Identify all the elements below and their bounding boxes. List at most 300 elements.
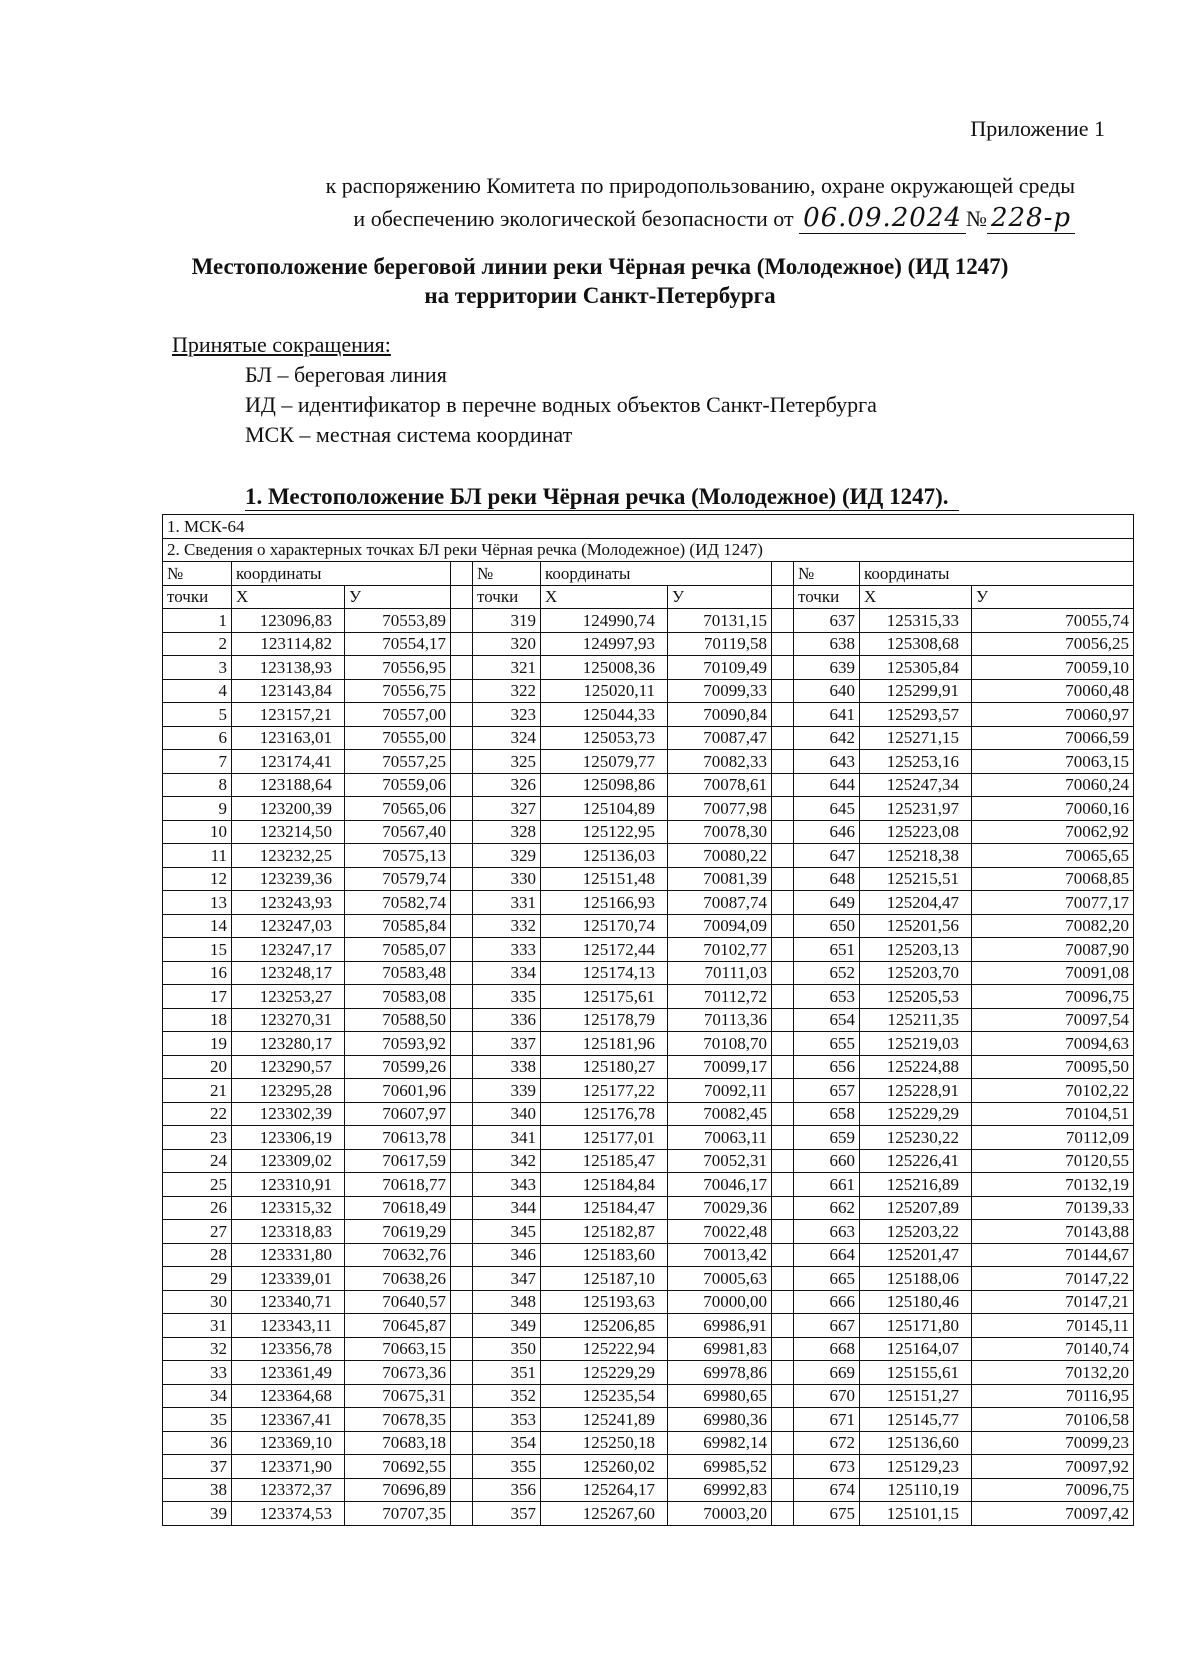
y-coordinate-cell: 70632,76 — [345, 1243, 451, 1267]
y-coordinate-cell: 70097,42 — [972, 1502, 1134, 1526]
y-coordinate-cell: 70005,63 — [668, 1267, 772, 1291]
column-gap — [772, 773, 794, 797]
point-number-cell: 331 — [473, 891, 541, 915]
column-gap — [451, 1337, 473, 1361]
point-number-cell: 29 — [163, 1267, 232, 1291]
table-row — [163, 750, 1134, 774]
y-coordinate-cell: 70090,84 — [668, 703, 772, 727]
table-row — [163, 726, 1134, 750]
y-coordinate-cell: 70099,33 — [668, 679, 772, 703]
point-number-cell: 10 — [163, 820, 232, 844]
abbreviation-item: БЛ – береговая линия — [245, 362, 447, 387]
header-point: точки — [794, 585, 860, 609]
y-coordinate-cell: 70109,49 — [668, 656, 772, 680]
x-coordinate-cell: 123188,64 — [232, 773, 345, 797]
point-number-cell: 327 — [473, 797, 541, 821]
x-coordinate-cell: 125253,16 — [860, 750, 972, 774]
x-coordinate-cell: 123138,93 — [232, 656, 345, 680]
point-number-cell: 33 — [163, 1361, 232, 1385]
x-coordinate-cell: 123163,01 — [232, 726, 345, 750]
column-gap — [772, 609, 794, 633]
y-coordinate-cell: 70556,75 — [345, 679, 451, 703]
y-coordinate-cell: 70696,89 — [345, 1478, 451, 1502]
header-coordinates: координаты — [541, 562, 772, 586]
table-row — [163, 867, 1134, 891]
x-coordinate-cell: 125184,47 — [541, 1196, 668, 1220]
table-caption: 2. Сведения о характерных точках БЛ реки Чёрная речка (Молодежное) (ИД 1247) — [163, 538, 1134, 562]
point-number-cell: 673 — [794, 1455, 860, 1479]
point-number-cell: 674 — [794, 1478, 860, 1502]
x-coordinate-cell: 125110,19 — [860, 1478, 972, 1502]
x-coordinate-cell: 123331,80 — [232, 1243, 345, 1267]
point-number-cell: 326 — [473, 773, 541, 797]
x-coordinate-cell: 125098,86 — [541, 773, 668, 797]
table-row — [163, 1478, 1134, 1502]
table-row — [163, 1173, 1134, 1197]
x-coordinate-cell: 123232,25 — [232, 844, 345, 868]
header-x: Х — [541, 585, 668, 609]
y-coordinate-cell: 70063,11 — [668, 1126, 772, 1150]
point-number-cell: 663 — [794, 1220, 860, 1244]
table-row — [163, 703, 1134, 727]
x-coordinate-cell: 125166,93 — [541, 891, 668, 915]
table-row — [163, 1220, 1134, 1244]
x-coordinate-cell: 125271,15 — [860, 726, 972, 750]
y-coordinate-cell: 70618,77 — [345, 1173, 451, 1197]
x-coordinate-cell: 125044,33 — [541, 703, 668, 727]
y-coordinate-cell: 70060,97 — [972, 703, 1134, 727]
y-coordinate-cell: 70082,33 — [668, 750, 772, 774]
point-number-cell: 2 — [163, 632, 232, 656]
y-coordinate-cell: 70062,92 — [972, 820, 1134, 844]
y-coordinate-cell: 70638,26 — [345, 1267, 451, 1291]
point-number-cell: 643 — [794, 750, 860, 774]
point-number-cell: 35 — [163, 1408, 232, 1432]
x-coordinate-cell: 123356,78 — [232, 1337, 345, 1361]
y-coordinate-cell: 70132,20 — [972, 1361, 1134, 1385]
order-line-2 — [326, 202, 1075, 235]
x-coordinate-cell: 125187,10 — [541, 1267, 668, 1291]
x-coordinate-cell: 123343,11 — [232, 1314, 345, 1338]
table-row — [163, 1384, 1134, 1408]
table-row — [163, 820, 1134, 844]
point-number-cell: 352 — [473, 1384, 541, 1408]
table-row — [163, 1008, 1134, 1032]
column-gap — [451, 1314, 473, 1338]
column-gap — [772, 1455, 794, 1479]
point-number-cell: 357 — [473, 1502, 541, 1526]
point-number-cell: 644 — [794, 773, 860, 797]
coordinates-table-body — [163, 515, 1134, 1526]
table-row — [163, 1290, 1134, 1314]
column-gap — [451, 1502, 473, 1526]
x-coordinate-cell: 125136,60 — [860, 1431, 972, 1455]
abbreviation-item: МСК – местная система координат — [245, 422, 573, 447]
x-coordinate-cell: 124990,74 — [541, 609, 668, 633]
x-coordinate-cell: 125222,94 — [541, 1337, 668, 1361]
header-y: У — [668, 585, 772, 609]
column-gap — [772, 1502, 794, 1526]
x-coordinate-cell: 125101,15 — [860, 1502, 972, 1526]
column-gap — [772, 891, 794, 915]
column-gap — [451, 1173, 473, 1197]
y-coordinate-cell: 70583,48 — [345, 961, 451, 985]
x-coordinate-cell: 123361,49 — [232, 1361, 345, 1385]
x-coordinate-cell: 125218,38 — [860, 844, 972, 868]
column-gap — [772, 797, 794, 821]
column-gap — [772, 1008, 794, 1032]
y-coordinate-cell: 70645,87 — [345, 1314, 451, 1338]
header-coordinates: координаты — [232, 562, 451, 586]
y-coordinate-cell: 70094,63 — [972, 1032, 1134, 1056]
table-row — [163, 1055, 1134, 1079]
y-coordinate-cell: 70055,74 — [972, 609, 1134, 633]
table-row — [163, 1102, 1134, 1126]
y-coordinate-cell: 70555,00 — [345, 726, 451, 750]
header-x: Х — [232, 585, 345, 609]
point-number-cell: 1 — [163, 609, 232, 633]
x-coordinate-cell: 125229,29 — [541, 1361, 668, 1385]
point-number-cell: 355 — [473, 1455, 541, 1479]
point-number-cell: 659 — [794, 1126, 860, 1150]
table-row — [163, 1243, 1134, 1267]
point-number-cell: 641 — [794, 703, 860, 727]
x-coordinate-cell: 125229,29 — [860, 1102, 972, 1126]
table-row — [163, 914, 1134, 938]
y-coordinate-cell: 70140,74 — [972, 1337, 1134, 1361]
x-coordinate-cell: 125204,47 — [860, 891, 972, 915]
y-coordinate-cell: 70593,92 — [345, 1032, 451, 1056]
point-number-cell: 329 — [473, 844, 541, 868]
y-coordinate-cell: 70147,21 — [972, 1290, 1134, 1314]
column-gap — [451, 891, 473, 915]
column-gap — [451, 1431, 473, 1455]
y-coordinate-cell: 70091,08 — [972, 961, 1134, 985]
section-title: 1. Местоположение БЛ реки Чёрная речка (Молодежное) (ИД 1247). — [245, 484, 959, 511]
x-coordinate-cell: 125185,47 — [541, 1149, 668, 1173]
point-number-cell: 671 — [794, 1408, 860, 1432]
point-number-cell: 346 — [473, 1243, 541, 1267]
point-number-cell: 637 — [794, 609, 860, 633]
point-number-cell: 27 — [163, 1220, 232, 1244]
y-coordinate-cell: 70092,11 — [668, 1079, 772, 1103]
column-gap — [772, 632, 794, 656]
column-gap — [772, 703, 794, 727]
y-coordinate-cell: 70116,95 — [972, 1384, 1134, 1408]
point-number-cell: 339 — [473, 1079, 541, 1103]
point-number-cell: 322 — [473, 679, 541, 703]
y-coordinate-cell: 70585,84 — [345, 914, 451, 938]
point-number-cell: 5 — [163, 703, 232, 727]
header-x: Х — [860, 585, 972, 609]
x-coordinate-cell: 125177,22 — [541, 1079, 668, 1103]
x-coordinate-cell: 125247,34 — [860, 773, 972, 797]
column-gap — [772, 1243, 794, 1267]
table-row-caption — [163, 538, 1134, 562]
column-gap — [772, 1055, 794, 1079]
header-no: № — [794, 562, 860, 586]
table-row — [163, 797, 1134, 821]
point-number-cell: 660 — [794, 1149, 860, 1173]
point-number-cell: 39 — [163, 1502, 232, 1526]
x-coordinate-cell: 125145,77 — [860, 1408, 972, 1432]
y-coordinate-cell: 70060,48 — [972, 679, 1134, 703]
x-coordinate-cell: 125170,74 — [541, 914, 668, 938]
order-reference — [326, 170, 1075, 235]
y-coordinate-cell: 70104,51 — [972, 1102, 1134, 1126]
x-coordinate-cell: 125020,11 — [541, 679, 668, 703]
y-coordinate-cell: 70707,35 — [345, 1502, 451, 1526]
x-coordinate-cell: 125224,88 — [860, 1055, 972, 1079]
point-number-cell: 323 — [473, 703, 541, 727]
column-gap — [451, 750, 473, 774]
point-number-cell: 25 — [163, 1173, 232, 1197]
y-coordinate-cell: 70060,16 — [972, 797, 1134, 821]
table-row — [163, 1196, 1134, 1220]
column-gap — [772, 656, 794, 680]
y-coordinate-cell: 69992,83 — [668, 1478, 772, 1502]
point-number-cell: 349 — [473, 1314, 541, 1338]
column-gap — [772, 1196, 794, 1220]
y-coordinate-cell: 70601,96 — [345, 1079, 451, 1103]
point-number-cell: 30 — [163, 1290, 232, 1314]
column-gap — [772, 1337, 794, 1361]
table-row — [163, 961, 1134, 985]
point-number-cell: 19 — [163, 1032, 232, 1056]
y-coordinate-cell: 70119,58 — [668, 632, 772, 656]
y-coordinate-cell: 70132,19 — [972, 1173, 1134, 1197]
y-coordinate-cell: 70077,98 — [668, 797, 772, 821]
y-coordinate-cell: 70106,58 — [972, 1408, 1134, 1432]
point-number-cell: 655 — [794, 1032, 860, 1056]
x-coordinate-cell: 123372,37 — [232, 1478, 345, 1502]
y-coordinate-cell: 70113,36 — [668, 1008, 772, 1032]
column-gap — [772, 1314, 794, 1338]
x-coordinate-cell: 125305,84 — [860, 656, 972, 680]
column-gap — [772, 1290, 794, 1314]
x-coordinate-cell: 125171,80 — [860, 1314, 972, 1338]
point-number-cell: 354 — [473, 1431, 541, 1455]
order-line-2-prefix: и обеспечению экологической безопасности от — [353, 206, 794, 231]
point-number-cell: 22 — [163, 1102, 232, 1126]
point-number-cell: 650 — [794, 914, 860, 938]
y-coordinate-cell: 70557,25 — [345, 750, 451, 774]
x-coordinate-cell: 125228,91 — [860, 1079, 972, 1103]
table-header-row-1 — [163, 562, 1134, 586]
column-gap — [772, 914, 794, 938]
header-y: У — [972, 585, 1134, 609]
point-number-cell: 13 — [163, 891, 232, 915]
y-coordinate-cell: 70056,25 — [972, 632, 1134, 656]
x-coordinate-cell: 125136,03 — [541, 844, 668, 868]
x-coordinate-cell: 123369,10 — [232, 1431, 345, 1455]
x-coordinate-cell: 125008,36 — [541, 656, 668, 680]
y-coordinate-cell: 70120,55 — [972, 1149, 1134, 1173]
point-number-cell: 347 — [473, 1267, 541, 1291]
point-number-cell: 661 — [794, 1173, 860, 1197]
point-number-cell: 34 — [163, 1384, 232, 1408]
table-row — [163, 1149, 1134, 1173]
point-number-cell: 665 — [794, 1267, 860, 1291]
column-gap — [451, 656, 473, 680]
order-line-1: к распоряжению Комитета по природопользованию, охране окружающей среды — [325, 173, 1075, 198]
y-coordinate-cell: 70143,88 — [972, 1220, 1134, 1244]
table-row — [163, 891, 1134, 915]
x-coordinate-cell: 123253,27 — [232, 985, 345, 1009]
point-number-cell: 336 — [473, 1008, 541, 1032]
y-coordinate-cell: 70000,00 — [668, 1290, 772, 1314]
table-row — [163, 1314, 1134, 1338]
point-number-cell: 4 — [163, 679, 232, 703]
x-coordinate-cell: 125219,03 — [860, 1032, 972, 1056]
point-number-cell: 37 — [163, 1455, 232, 1479]
table-row — [163, 656, 1134, 680]
y-coordinate-cell: 70613,78 — [345, 1126, 451, 1150]
y-coordinate-cell: 70052,31 — [668, 1149, 772, 1173]
point-number-cell: 332 — [473, 914, 541, 938]
x-coordinate-cell: 125182,87 — [541, 1220, 668, 1244]
x-coordinate-cell: 125215,51 — [860, 867, 972, 891]
column-gap — [772, 1173, 794, 1197]
point-number-cell: 16 — [163, 961, 232, 985]
point-number-cell: 337 — [473, 1032, 541, 1056]
y-coordinate-cell: 70145,11 — [972, 1314, 1134, 1338]
point-number-cell: 652 — [794, 961, 860, 985]
x-coordinate-cell: 123243,93 — [232, 891, 345, 915]
x-coordinate-cell: 125177,01 — [541, 1126, 668, 1150]
y-coordinate-cell: 70599,26 — [345, 1055, 451, 1079]
x-coordinate-cell: 125205,53 — [860, 985, 972, 1009]
point-number-cell: 321 — [473, 656, 541, 680]
y-coordinate-cell: 70147,22 — [972, 1267, 1134, 1291]
y-coordinate-cell: 70640,57 — [345, 1290, 451, 1314]
y-coordinate-cell: 70607,97 — [345, 1102, 451, 1126]
x-coordinate-cell: 125299,91 — [860, 679, 972, 703]
table-row — [163, 679, 1134, 703]
x-coordinate-cell: 123295,28 — [232, 1079, 345, 1103]
y-coordinate-cell: 70099,23 — [972, 1431, 1134, 1455]
y-coordinate-cell: 70068,85 — [972, 867, 1134, 891]
table-row-system — [163, 515, 1134, 539]
point-number-cell: 7 — [163, 750, 232, 774]
column-gap — [451, 820, 473, 844]
y-coordinate-cell: 69980,65 — [668, 1384, 772, 1408]
x-coordinate-cell: 125241,89 — [541, 1408, 668, 1432]
y-coordinate-cell: 70112,72 — [668, 985, 772, 1009]
x-coordinate-cell: 125172,44 — [541, 938, 668, 962]
y-coordinate-cell: 70618,49 — [345, 1196, 451, 1220]
header-coordinates: координаты — [860, 562, 1134, 586]
column-gap — [451, 1079, 473, 1103]
column-gap — [772, 1431, 794, 1455]
y-coordinate-cell: 70080,22 — [668, 844, 772, 868]
order-number-label: № — [965, 206, 987, 231]
y-coordinate-cell: 70087,74 — [668, 891, 772, 915]
x-coordinate-cell: 125176,78 — [541, 1102, 668, 1126]
table-row — [163, 1431, 1134, 1455]
x-coordinate-cell: 125129,23 — [860, 1455, 972, 1479]
point-number-cell: 651 — [794, 938, 860, 962]
point-number-cell: 330 — [473, 867, 541, 891]
column-gap — [772, 867, 794, 891]
column-gap — [772, 1102, 794, 1126]
column-gap — [772, 985, 794, 1009]
point-number-cell: 21 — [163, 1079, 232, 1103]
table-row — [163, 632, 1134, 656]
y-coordinate-cell: 70663,15 — [345, 1337, 451, 1361]
point-number-cell: 24 — [163, 1149, 232, 1173]
table-row — [163, 985, 1134, 1009]
x-coordinate-cell: 125181,96 — [541, 1032, 668, 1056]
column-gap — [772, 820, 794, 844]
x-coordinate-cell: 125180,27 — [541, 1055, 668, 1079]
point-number-cell: 639 — [794, 656, 860, 680]
x-coordinate-cell: 123200,39 — [232, 797, 345, 821]
column-gap — [772, 1079, 794, 1103]
point-number-cell: 351 — [473, 1361, 541, 1385]
x-coordinate-cell: 125188,06 — [860, 1267, 972, 1291]
y-coordinate-cell: 70585,07 — [345, 938, 451, 962]
point-number-cell: 675 — [794, 1502, 860, 1526]
x-coordinate-cell: 125053,73 — [541, 726, 668, 750]
point-number-cell: 667 — [794, 1314, 860, 1338]
point-number-cell: 348 — [473, 1290, 541, 1314]
x-coordinate-cell: 123174,41 — [232, 750, 345, 774]
y-coordinate-cell: 69980,36 — [668, 1408, 772, 1432]
y-coordinate-cell: 70087,90 — [972, 938, 1134, 962]
y-coordinate-cell: 69982,14 — [668, 1431, 772, 1455]
y-coordinate-cell: 70046,17 — [668, 1173, 772, 1197]
x-coordinate-cell: 123248,17 — [232, 961, 345, 985]
order-number: 228-р — [987, 203, 1075, 234]
point-number-cell: 638 — [794, 632, 860, 656]
y-coordinate-cell: 70557,00 — [345, 703, 451, 727]
column-gap — [772, 961, 794, 985]
point-number-cell: 38 — [163, 1478, 232, 1502]
y-coordinate-cell: 70065,65 — [972, 844, 1134, 868]
column-gap — [451, 1032, 473, 1056]
y-coordinate-cell: 70097,92 — [972, 1455, 1134, 1479]
y-coordinate-cell: 70003,20 — [668, 1502, 772, 1526]
x-coordinate-cell: 125211,35 — [860, 1008, 972, 1032]
coordinate-system: 1. МСК-64 — [163, 515, 1134, 539]
y-coordinate-cell: 70077,17 — [972, 891, 1134, 915]
point-number-cell: 646 — [794, 820, 860, 844]
x-coordinate-cell: 123306,19 — [232, 1126, 345, 1150]
y-coordinate-cell: 70081,39 — [668, 867, 772, 891]
column-gap — [772, 1267, 794, 1291]
table-row — [163, 1126, 1134, 1150]
y-coordinate-cell: 70096,75 — [972, 1478, 1134, 1502]
column-gap — [772, 585, 794, 609]
point-number-cell: 342 — [473, 1149, 541, 1173]
column-gap — [772, 1361, 794, 1385]
x-coordinate-cell: 125264,17 — [541, 1478, 668, 1502]
x-coordinate-cell: 123096,83 — [232, 609, 345, 633]
point-number-cell: 320 — [473, 632, 541, 656]
column-gap — [451, 609, 473, 633]
point-number-cell: 672 — [794, 1431, 860, 1455]
x-coordinate-cell: 123114,82 — [232, 632, 345, 656]
column-gap — [451, 1220, 473, 1244]
x-coordinate-cell: 123315,32 — [232, 1196, 345, 1220]
point-number-cell: 666 — [794, 1290, 860, 1314]
column-gap — [772, 562, 794, 586]
y-coordinate-cell: 69981,83 — [668, 1337, 772, 1361]
y-coordinate-cell: 70087,47 — [668, 726, 772, 750]
x-coordinate-cell: 125226,41 — [860, 1149, 972, 1173]
header-point: точки — [163, 585, 232, 609]
